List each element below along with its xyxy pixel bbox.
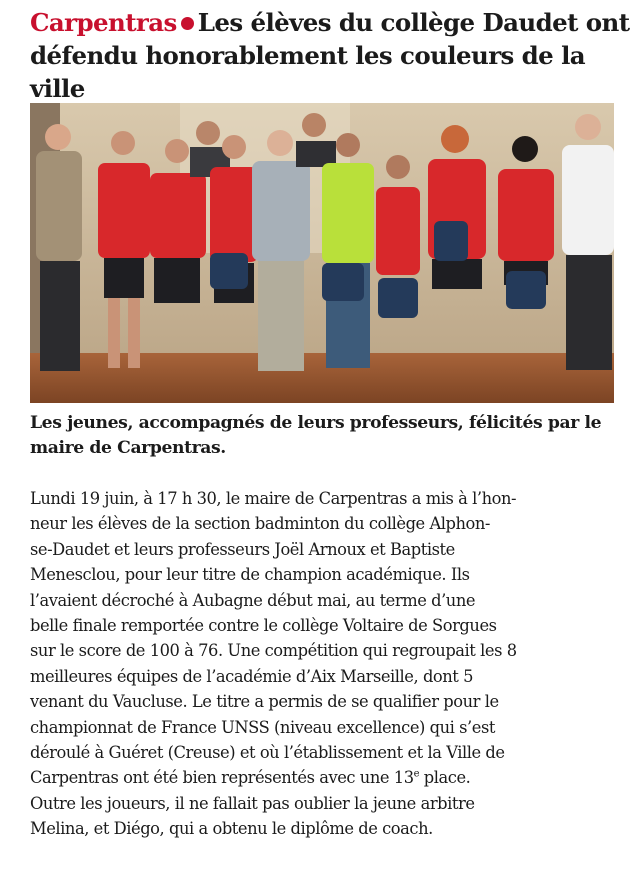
place-word: place. (419, 768, 471, 788)
body-line: Melina, et Diégo, qui a obtenu le diplôme de coach. (30, 819, 433, 839)
body-line: Menesclou, pour leur titre de champion académique. Ils (30, 565, 470, 585)
body-line: meilleures équipes de l’académie d’Aix Marseille, dont 5 (30, 666, 474, 686)
article-headline (30, 6, 630, 105)
body-line: sur le score de 100 à 76. Une compétition qui regroupait les 8 (30, 641, 517, 661)
body-line: se-Daudet et leurs professeurs Joël Arnoux et Baptiste (30, 539, 455, 559)
body-line: Outre les joueurs, il ne fallait pas oublier la jeune arbitre (30, 793, 475, 813)
headline-location: Carpentras (30, 8, 177, 37)
ordinal-suffix: e (413, 769, 420, 781)
photo-caption: Les jeunes, accompagnés de leurs professeurs, félicités par le maire de Carpentras. (30, 413, 602, 458)
body-line: venant du Vaucluse. Le titre a permis de se qualifier pour le (30, 692, 499, 712)
body-line: belle finale remportée contre le collège Voltaire de Sorgues (30, 616, 497, 636)
body-line: déroulé à Guéret (Creuse) et où l’établissement et la Ville de (30, 743, 505, 763)
article-body (30, 486, 616, 842)
body-line: neur les élèves de la section badminton du collège Alphon- (30, 514, 490, 534)
red-dot-icon (181, 17, 194, 30)
body-line: Lundi 19 juin, à 17 h 30, le maire de Carpentras a mis à l’hon- (30, 489, 517, 508)
body-line-ordinal (30, 765, 616, 790)
article-photo (30, 103, 614, 403)
body-line: l’avaient décroché à Aubagne début mai, au terme d’une (30, 590, 476, 610)
body-line: championnat de France UNSS (niveau excellence) qui s’est (30, 717, 495, 737)
body-line-text: Carpentras ont été bien représentés avec une 13 (30, 768, 414, 788)
headline-title: Les élèves du collège Daudet ont défendu honorablement les couleurs de la ville (30, 8, 630, 103)
